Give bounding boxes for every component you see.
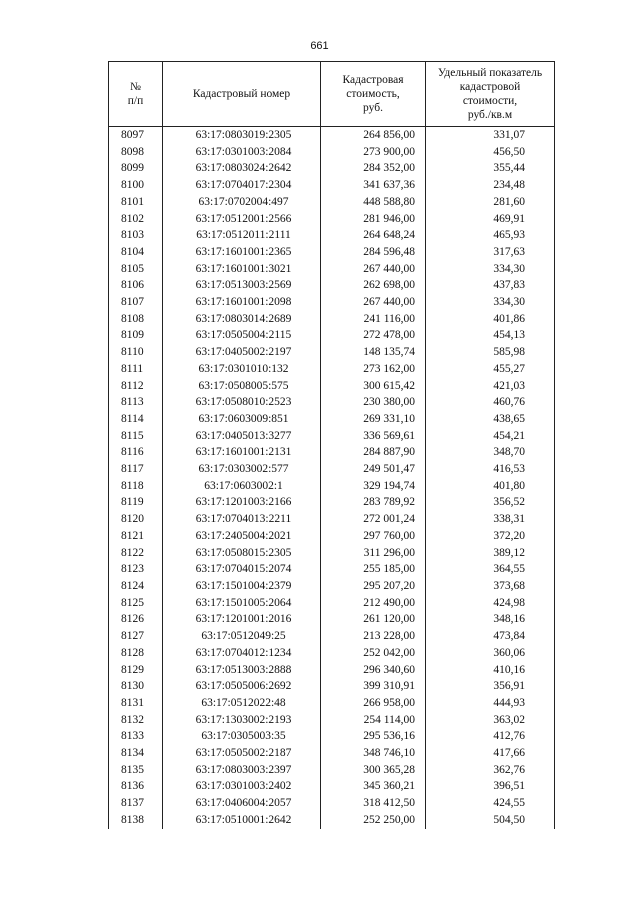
header-cadastral-number-text: Кадастровый номер xyxy=(192,88,291,100)
unit-value: 355,44 xyxy=(426,160,555,177)
row-number: 8135 xyxy=(109,762,163,779)
table-row xyxy=(109,561,555,578)
row-number: 8104 xyxy=(109,244,163,261)
row-number: 8107 xyxy=(109,294,163,311)
cadastral-number: 63:17:1201001:2016 xyxy=(163,611,321,628)
cadastral-number: 63:17:0603009:851 xyxy=(163,411,321,428)
table-row xyxy=(109,795,555,812)
cadastral-number: 63:17:0704013:2211 xyxy=(163,511,321,528)
cadastral-number: 63:17:0803014:2689 xyxy=(163,311,321,328)
header-value-line3: руб. xyxy=(363,102,383,114)
cadastral-value: 261 120,00 xyxy=(321,611,426,628)
table-row xyxy=(109,745,555,762)
row-number: 8124 xyxy=(109,578,163,595)
cadastral-number: 63:17:0803019:2305 xyxy=(163,127,321,144)
unit-value: 363,02 xyxy=(426,712,555,729)
cadastral-value: 266 958,00 xyxy=(321,695,426,712)
cadastral-number: 63:17:0704017:2304 xyxy=(163,177,321,194)
unit-value: 360,06 xyxy=(426,645,555,662)
unit-value: 234,48 xyxy=(426,177,555,194)
row-number: 8120 xyxy=(109,511,163,528)
row-number: 8102 xyxy=(109,211,163,228)
header-unit-value xyxy=(426,62,555,127)
unit-value: 473,84 xyxy=(426,628,555,645)
unit-value: 396,51 xyxy=(426,778,555,795)
cadastral-number: 63:17:0301003:2084 xyxy=(163,144,321,161)
row-number: 8100 xyxy=(109,177,163,194)
unit-value: 456,50 xyxy=(426,144,555,161)
header-cadastral-number xyxy=(163,62,321,127)
row-number: 8131 xyxy=(109,695,163,712)
unit-value: 416,53 xyxy=(426,461,555,478)
table-row xyxy=(109,545,555,562)
table-row xyxy=(109,645,555,662)
table-row xyxy=(109,511,555,528)
cadastral-number: 63:17:0301010:132 xyxy=(163,361,321,378)
cadastral-number: 63:17:0512022:48 xyxy=(163,695,321,712)
table-row xyxy=(109,327,555,344)
table-row xyxy=(109,194,555,211)
table-row xyxy=(109,662,555,679)
unit-value: 334,30 xyxy=(426,261,555,278)
cadastral-table-container xyxy=(108,61,554,829)
cadastral-number: 63:17:0505002:2187 xyxy=(163,745,321,762)
unit-value: 356,91 xyxy=(426,678,555,695)
table-row xyxy=(109,461,555,478)
cadastral-value: 262 698,00 xyxy=(321,277,426,294)
cadastral-value: 284 596,48 xyxy=(321,244,426,261)
cadastral-value: 254 114,00 xyxy=(321,712,426,729)
cadastral-number: 63:17:0505006:2692 xyxy=(163,678,321,695)
unit-value: 362,76 xyxy=(426,762,555,779)
header-cadastral-value xyxy=(321,62,426,127)
row-number: 8109 xyxy=(109,327,163,344)
header-value-line2: стоимость, xyxy=(346,88,400,100)
cadastral-number: 63:17:0406004:2057 xyxy=(163,795,321,812)
table-row xyxy=(109,361,555,378)
cadastral-value: 281 946,00 xyxy=(321,211,426,228)
row-number: 8117 xyxy=(109,461,163,478)
unit-value: 465,93 xyxy=(426,227,555,244)
cadastral-number: 63:17:0405013:3277 xyxy=(163,428,321,445)
table-row xyxy=(109,227,555,244)
table-row xyxy=(109,261,555,278)
row-number: 8110 xyxy=(109,344,163,361)
unit-value: 421,03 xyxy=(426,378,555,395)
cadastral-value: 336 569,61 xyxy=(321,428,426,445)
unit-value: 504,50 xyxy=(426,812,555,829)
cadastral-number: 63:17:0508005:575 xyxy=(163,378,321,395)
row-number: 8118 xyxy=(109,478,163,495)
row-number: 8122 xyxy=(109,545,163,562)
row-number: 8136 xyxy=(109,778,163,795)
table-row xyxy=(109,611,555,628)
row-number: 8121 xyxy=(109,528,163,545)
row-number: 8103 xyxy=(109,227,163,244)
cadastral-value: 267 440,00 xyxy=(321,261,426,278)
cadastral-number: 63:17:0303002:577 xyxy=(163,461,321,478)
table-row xyxy=(109,778,555,795)
cadastral-number: 63:17:1601001:2365 xyxy=(163,244,321,261)
cadastral-value: 264 648,24 xyxy=(321,227,426,244)
cadastral-number: 63:17:0603002:1 xyxy=(163,478,321,495)
table-row xyxy=(109,127,555,144)
cadastral-number: 63:17:2405004:2021 xyxy=(163,528,321,545)
row-number: 8108 xyxy=(109,311,163,328)
row-number: 8097 xyxy=(109,127,163,144)
cadastral-number: 63:17:0513003:2888 xyxy=(163,662,321,679)
table-row xyxy=(109,628,555,645)
cadastral-value: 300 365,28 xyxy=(321,762,426,779)
table-row xyxy=(109,678,555,695)
unit-value: 317,63 xyxy=(426,244,555,261)
unit-value: 412,76 xyxy=(426,728,555,745)
table-row xyxy=(109,478,555,495)
cadastral-value: 297 760,00 xyxy=(321,528,426,545)
cadastral-value: 296 340,60 xyxy=(321,662,426,679)
unit-value: 469,91 xyxy=(426,211,555,228)
row-number: 8105 xyxy=(109,261,163,278)
unit-value: 455,27 xyxy=(426,361,555,378)
cadastral-value: 348 746,10 xyxy=(321,745,426,762)
cadastral-number: 63:17:1601001:2131 xyxy=(163,444,321,461)
table-row xyxy=(109,494,555,511)
unit-value: 437,83 xyxy=(426,277,555,294)
cadastral-number: 63:17:0301003:2402 xyxy=(163,778,321,795)
table-row xyxy=(109,144,555,161)
table-row xyxy=(109,244,555,261)
cadastral-value: 230 380,00 xyxy=(321,394,426,411)
cadastral-number: 63:17:1501005:2064 xyxy=(163,595,321,612)
header-unit-line3: стоимости, xyxy=(462,95,518,107)
row-number: 8127 xyxy=(109,628,163,645)
table-row xyxy=(109,211,555,228)
cadastral-number: 63:17:1303002:2193 xyxy=(163,712,321,729)
row-number: 8130 xyxy=(109,678,163,695)
row-number: 8126 xyxy=(109,611,163,628)
cadastral-number: 63:17:0512001:2566 xyxy=(163,211,321,228)
unit-value: 338,31 xyxy=(426,511,555,528)
cadastral-number: 63:17:0803024:2642 xyxy=(163,160,321,177)
unit-value: 334,30 xyxy=(426,294,555,311)
cadastral-value: 213 228,00 xyxy=(321,628,426,645)
cadastral-number: 63:17:0512049:25 xyxy=(163,628,321,645)
cadastral-value: 264 856,00 xyxy=(321,127,426,144)
unit-value: 424,98 xyxy=(426,595,555,612)
cadastral-value: 267 440,00 xyxy=(321,294,426,311)
unit-value: 389,12 xyxy=(426,545,555,562)
row-number: 8098 xyxy=(109,144,163,161)
cadastral-number: 63:17:0508015:2305 xyxy=(163,545,321,562)
table-row xyxy=(109,311,555,328)
row-number: 8128 xyxy=(109,645,163,662)
unit-value: 417,66 xyxy=(426,745,555,762)
unit-value: 454,21 xyxy=(426,428,555,445)
cadastral-number: 63:17:0305003:35 xyxy=(163,728,321,745)
cadastral-number: 63:17:1601001:2098 xyxy=(163,294,321,311)
table-row xyxy=(109,762,555,779)
unit-value: 348,70 xyxy=(426,444,555,461)
cadastral-value: 399 310,91 xyxy=(321,678,426,695)
row-number: 8129 xyxy=(109,662,163,679)
row-number: 8137 xyxy=(109,795,163,812)
row-number: 8099 xyxy=(109,160,163,177)
cadastral-number: 63:17:0704015:2074 xyxy=(163,561,321,578)
row-number: 8134 xyxy=(109,745,163,762)
unit-value: 585,98 xyxy=(426,344,555,361)
table-row xyxy=(109,578,555,595)
header-unit-line1: Удельный показатель xyxy=(437,67,543,79)
cadastral-number: 63:17:0803003:2397 xyxy=(163,762,321,779)
header-num-line2: п/п xyxy=(127,95,144,107)
unit-value: 410,16 xyxy=(426,662,555,679)
cadastral-value: 272 001,24 xyxy=(321,511,426,528)
table-row xyxy=(109,695,555,712)
row-number: 8111 xyxy=(109,361,163,378)
unit-value: 454,13 xyxy=(426,327,555,344)
table-row xyxy=(109,528,555,545)
cadastral-value: 273 900,00 xyxy=(321,144,426,161)
table-row xyxy=(109,378,555,395)
header-row xyxy=(109,62,555,127)
row-number: 8116 xyxy=(109,444,163,461)
row-number: 8123 xyxy=(109,561,163,578)
unit-value: 281,60 xyxy=(426,194,555,211)
cadastral-number: 63:17:0505004:2115 xyxy=(163,327,321,344)
row-number: 8112 xyxy=(109,378,163,395)
row-number: 8125 xyxy=(109,595,163,612)
unit-value: 372,20 xyxy=(426,528,555,545)
header-num xyxy=(109,62,163,127)
header-num-line1: № xyxy=(130,81,141,93)
cadastral-number: 63:17:1601001:3021 xyxy=(163,261,321,278)
cadastral-value: 249 501,47 xyxy=(321,461,426,478)
unit-value: 331,07 xyxy=(426,127,555,144)
page-number: 661 xyxy=(310,40,329,52)
table-row xyxy=(109,595,555,612)
row-number: 8119 xyxy=(109,494,163,511)
cadastral-value: 255 185,00 xyxy=(321,561,426,578)
cadastral-value: 272 478,00 xyxy=(321,327,426,344)
cadastral-value: 241 116,00 xyxy=(321,311,426,328)
table-row xyxy=(109,394,555,411)
cadastral-value: 341 637,36 xyxy=(321,177,426,194)
table-body xyxy=(109,127,555,829)
table-row xyxy=(109,428,555,445)
cadastral-number: 63:17:1501004:2379 xyxy=(163,578,321,595)
cadastral-value: 269 331,10 xyxy=(321,411,426,428)
cadastral-value: 148 135,74 xyxy=(321,344,426,361)
header-value-line1: Кадастровая xyxy=(342,74,404,86)
cadastral-value: 311 296,00 xyxy=(321,545,426,562)
cadastral-value: 345 360,21 xyxy=(321,778,426,795)
unit-value: 364,55 xyxy=(426,561,555,578)
cadastral-value: 318 412,50 xyxy=(321,795,426,812)
cadastral-value: 283 789,92 xyxy=(321,494,426,511)
header-unit-line4: руб./кв.м xyxy=(467,109,513,121)
unit-value: 401,80 xyxy=(426,478,555,495)
cadastral-value: 284 887,90 xyxy=(321,444,426,461)
row-number: 8106 xyxy=(109,277,163,294)
cadastral-number: 63:17:0513003:2569 xyxy=(163,277,321,294)
header-unit-line2: кадастровой xyxy=(459,81,521,93)
row-number: 8132 xyxy=(109,712,163,729)
unit-value: 444,93 xyxy=(426,695,555,712)
cadastral-value: 284 352,00 xyxy=(321,160,426,177)
table-row xyxy=(109,294,555,311)
cadastral-number: 63:17:0702004:497 xyxy=(163,194,321,211)
unit-value: 348,16 xyxy=(426,611,555,628)
cadastral-value: 252 250,00 xyxy=(321,812,426,829)
row-number: 8113 xyxy=(109,394,163,411)
table-row xyxy=(109,728,555,745)
row-number: 8138 xyxy=(109,812,163,829)
row-number: 8101 xyxy=(109,194,163,211)
cadastral-number: 63:17:1201003:2166 xyxy=(163,494,321,511)
cadastral-value: 252 042,00 xyxy=(321,645,426,662)
table-row xyxy=(109,411,555,428)
table-row xyxy=(109,444,555,461)
cadastral-value: 273 162,00 xyxy=(321,361,426,378)
table-row xyxy=(109,277,555,294)
table-row xyxy=(109,177,555,194)
row-number: 8115 xyxy=(109,428,163,445)
cadastral-value: 295 207,20 xyxy=(321,578,426,595)
unit-value: 356,52 xyxy=(426,494,555,511)
cadastral-number: 63:17:0405002:2197 xyxy=(163,344,321,361)
cadastral-value: 300 615,42 xyxy=(321,378,426,395)
cadastral-value: 295 536,16 xyxy=(321,728,426,745)
cadastral-value: 329 194,74 xyxy=(321,478,426,495)
cadastral-number: 63:17:0510001:2642 xyxy=(163,812,321,829)
table-row xyxy=(109,712,555,729)
cadastral-value: 448 588,80 xyxy=(321,194,426,211)
table-row xyxy=(109,160,555,177)
cadastral-number: 63:17:0508010:2523 xyxy=(163,394,321,411)
cadastral-number: 63:17:0512011:2111 xyxy=(163,227,321,244)
unit-value: 424,55 xyxy=(426,795,555,812)
unit-value: 438,65 xyxy=(426,411,555,428)
table-row xyxy=(109,812,555,829)
cadastral-number: 63:17:0704012:1234 xyxy=(163,645,321,662)
unit-value: 460,76 xyxy=(426,394,555,411)
cadastral-value: 212 490,00 xyxy=(321,595,426,612)
table-row xyxy=(109,344,555,361)
row-number: 8133 xyxy=(109,728,163,745)
cadastral-table xyxy=(108,61,555,829)
row-number: 8114 xyxy=(109,411,163,428)
unit-value: 401,86 xyxy=(426,311,555,328)
table-header xyxy=(109,62,555,127)
unit-value: 373,68 xyxy=(426,578,555,595)
